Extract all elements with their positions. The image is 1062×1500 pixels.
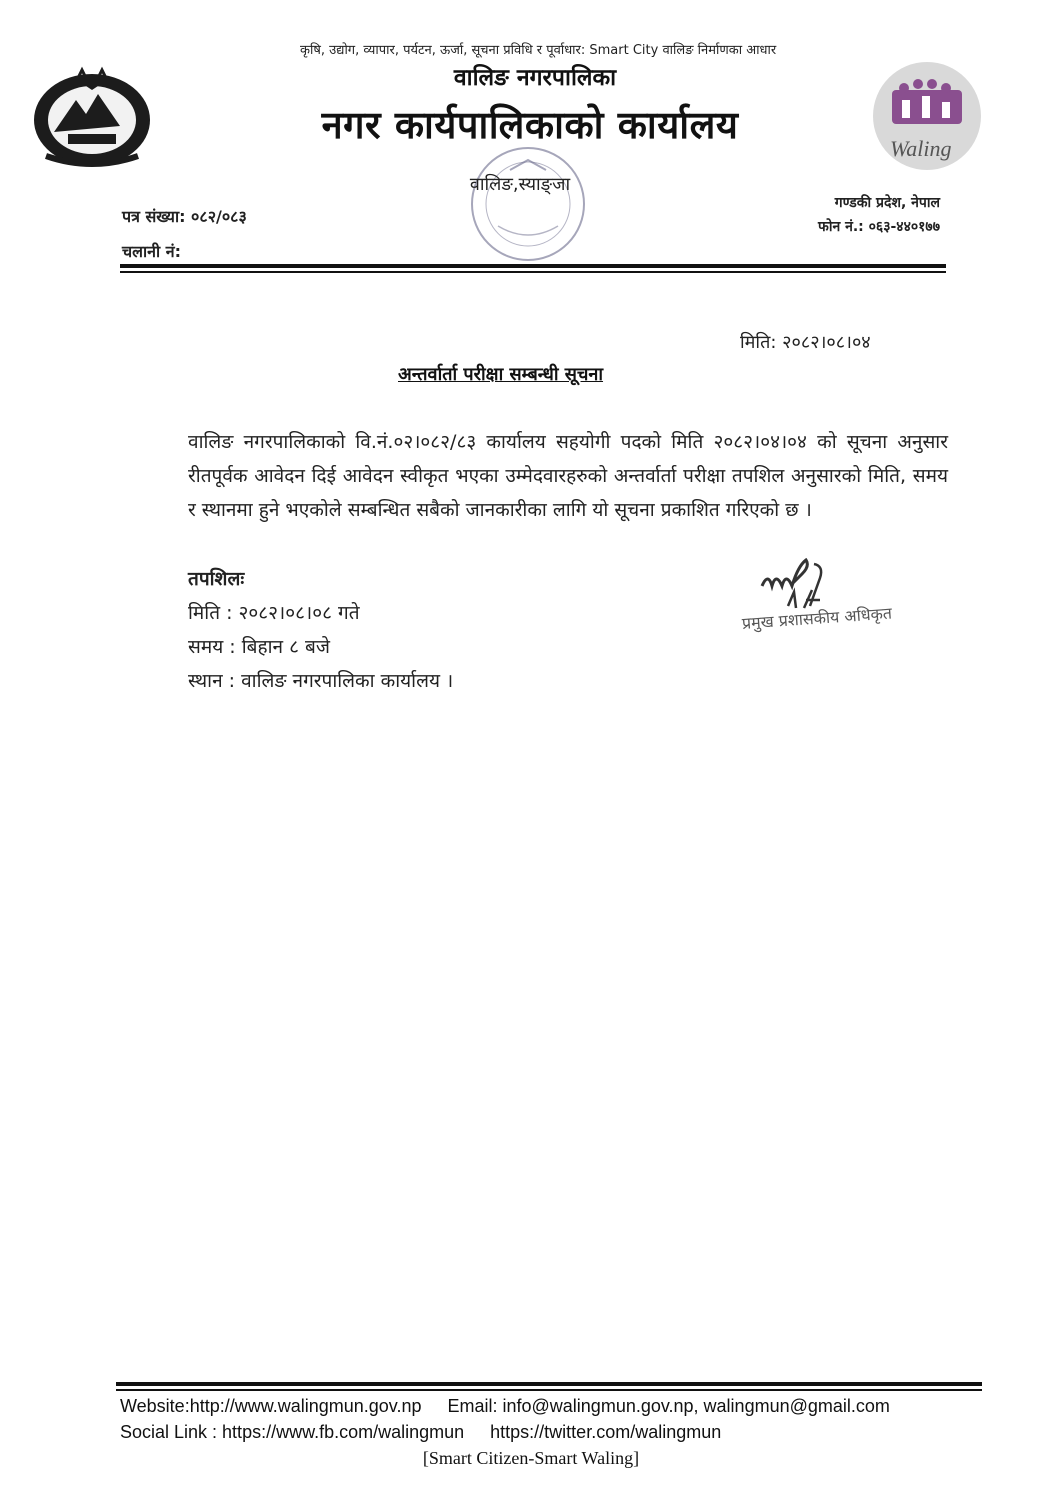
municipality-name: वालिङ नगरपालिका xyxy=(453,65,617,91)
header-divider-thin xyxy=(120,271,946,273)
office-title: नगर कार्यपालिकाको कार्यालय xyxy=(321,103,739,147)
header-divider xyxy=(120,264,946,268)
waling-municipality-logo-icon xyxy=(862,60,992,172)
logo-text: Waling xyxy=(890,136,952,161)
detail-date: मिति : २०८२।०८।०८ गते xyxy=(188,602,360,624)
office-location: वालिङ,स्याङ्जा xyxy=(469,174,571,195)
footer-divider-thin xyxy=(116,1389,982,1391)
letter-reference-number: पत्र संख्या: ०८२/०८३ xyxy=(122,207,247,226)
footer-contact-line xyxy=(120,1396,980,1417)
dispatch-number: चलानी नं: xyxy=(122,242,182,261)
notice-subject: अन्तर्वार्ता परीक्षा सम्बन्धी सूचना xyxy=(398,364,604,385)
footer-website[interactable]: Website:http://www.walingmun.gov.np xyxy=(120,1396,422,1416)
footer-facebook-link[interactable]: Social Link : https://www.fb.com/walingmun xyxy=(120,1422,465,1442)
footer-slogan: [Smart Citizen-Smart Waling] xyxy=(422,1448,640,1468)
office-seal-stamp-icon xyxy=(458,140,598,270)
header-tagline: कृषि, उद्योग, व्यापार, पर्यटन, ऊर्जा, सूचना प्रविधि र पूर्वाधार: Smart City वालिङ निर्माणका आधार xyxy=(300,43,777,58)
notice-date: मिति: २०८२।०८।०४ xyxy=(740,332,871,353)
nepal-government-emblem-icon xyxy=(28,60,156,170)
footer-email[interactable]: Email: info@walingmun.gov.np, walingmun@gmail.com xyxy=(447,1396,890,1416)
footer-divider xyxy=(116,1382,982,1386)
phone-number: फोन नं.: ०६३-४४०१७७ xyxy=(818,219,940,235)
details-heading: तपशिलः xyxy=(188,568,245,590)
notice-details xyxy=(188,562,453,698)
detail-time: समय : बिहान ८ बजे xyxy=(188,636,330,658)
footer-social-line xyxy=(120,1422,980,1443)
province-label: गण्डकी प्रदेश, नेपाल xyxy=(834,195,940,211)
footer-twitter-link[interactable]: https://twitter.com/walingmun xyxy=(490,1422,722,1442)
notice-body: वालिङ नगरपालिकाको वि.नं.०२।०८२/८३ कार्यालय सहयोगी पदको मिति २०८२।०४।०४ को सूचना अनुसार रीतपूर्वक आवेदन दिई आवेदन स्वीकृत भएका उम्मेदवारहरुको अन्तर्वार्ता परीक्षा तपशिल अनुसारको मिति, समय र स्थानमा हुने भएकोले सम्बन्धित सबैको जानकारीका लागि यो सूचना प्रकाशित गरिएको छ । xyxy=(188,431,948,521)
detail-place: स्थान : वालिङ नगरपालिका कार्यालय । xyxy=(188,670,454,692)
signatory-title: प्रमुख प्रशासकीय अधिकृत xyxy=(741,603,893,633)
